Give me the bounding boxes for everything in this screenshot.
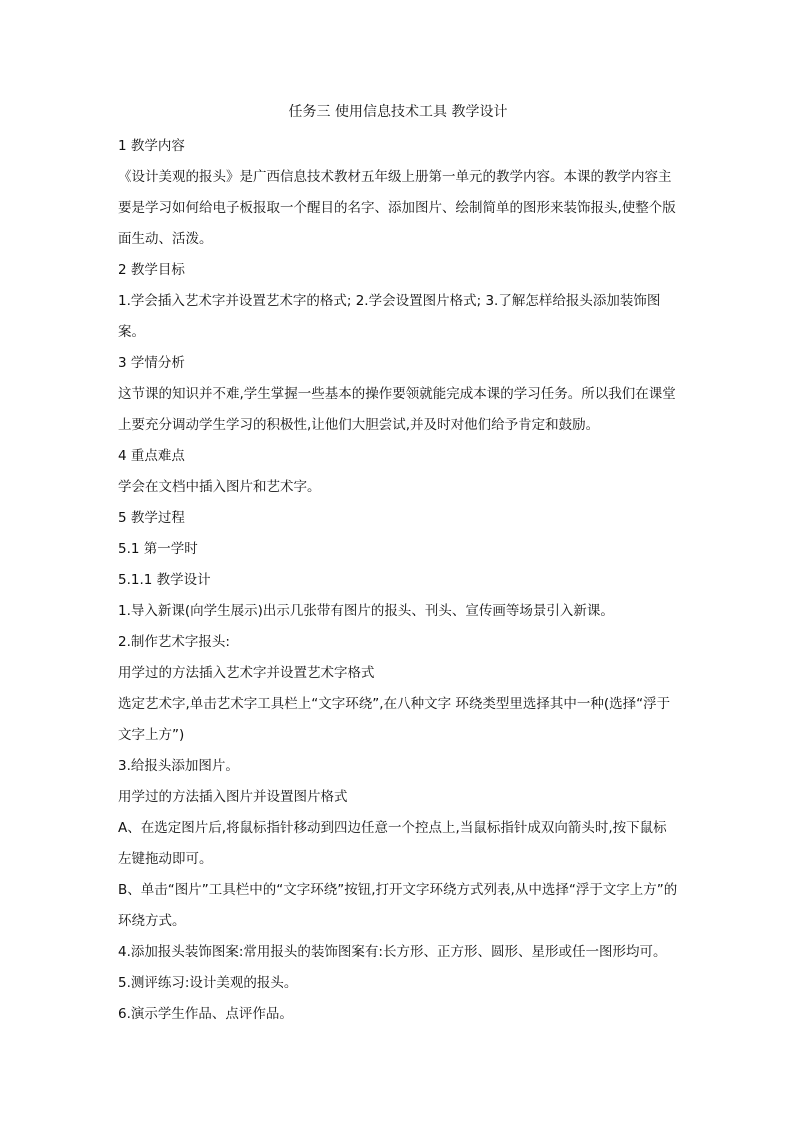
step-wordart-wrap: 选定艺术字,单击艺术字工具栏上“文字环绕”,在八种文字 环绕类型里选择其中一种(选择“浮于文字上方”) <box>118 696 671 743</box>
document-title: 任务三 使用信息技术工具 教学设计 <box>288 104 508 120</box>
paragraph-content: 《设计美观的报头》是广西信息技术教材五年级上册第一单元的教学内容。本课的教学内容主要是学习如何给电子板报取一个醒目的名字、添加图片、绘制简单的图形来装饰报头,使整个版面生动、活泼。 <box>118 169 676 247</box>
step-exercise: 5.测评练习:设计美观的报头。 <box>118 975 298 991</box>
subsection-heading-first-lesson: 5.1 第一学时 <box>118 541 198 557</box>
step-wordart: 2.制作艺术字报头: <box>118 634 230 650</box>
section-heading-content: 1 教学内容 <box>118 138 185 154</box>
step-intro: 1.导入新课(向学生展示)出示几张带有图片的报头、刊头、宣传画等场景引入新课。 <box>118 603 614 619</box>
step-decoration: 4.添加报头装饰图案:常用报头的装饰图案有:长方形、正方形、圆形、星形或任一图形均可。 <box>118 944 667 960</box>
section-heading-analysis: 3 学情分析 <box>118 355 185 371</box>
step-picture-method: 用学过的方法插入图片并设置图片格式 <box>118 789 348 805</box>
step-add-picture: 3.给报头添加图片。 <box>118 758 239 774</box>
section-heading-objectives: 2 教学目标 <box>118 262 185 278</box>
subsection-heading-design: 5.1.1 教学设计 <box>118 572 211 588</box>
step-picture-wrap: B、单击“图片”工具栏中的“文字环绕”按钮,打开文字环绕方式列表,从中选择“浮于文字上方”的环绕方式。 <box>118 882 678 929</box>
paragraph-objectives: 1.学会插入艺术字并设置艺术字的格式; 2.学会设置图片格式; 3.了解怎样给报头添加装饰图案。 <box>118 293 661 340</box>
section-heading-process: 5 教学过程 <box>118 510 185 526</box>
document-body <box>118 131 680 1030</box>
step-picture-resize: A、在选定图片后,将鼠标指针移动到四边任意一个控点上,当鼠标指针成双向箭头时,按下鼠标左键拖动即可。 <box>118 820 667 867</box>
section-heading-key-points: 4 重点难点 <box>118 448 185 464</box>
step-wordart-method: 用学过的方法插入艺术字并设置艺术字格式 <box>118 665 375 681</box>
step-showcase: 6.演示学生作品、点评作品。 <box>118 1006 293 1022</box>
paragraph-analysis: 这节课的知识并不难,学生掌握一些基本的操作要领就能完成本课的学习任务。所以我们在课堂上要充分调动学生学习的积极性,让他们大胆尝试,并及时对他们给予肯定和鼓励。 <box>118 386 676 433</box>
paragraph-key-points: 学会在文档中插入图片和艺术字。 <box>118 479 321 495</box>
